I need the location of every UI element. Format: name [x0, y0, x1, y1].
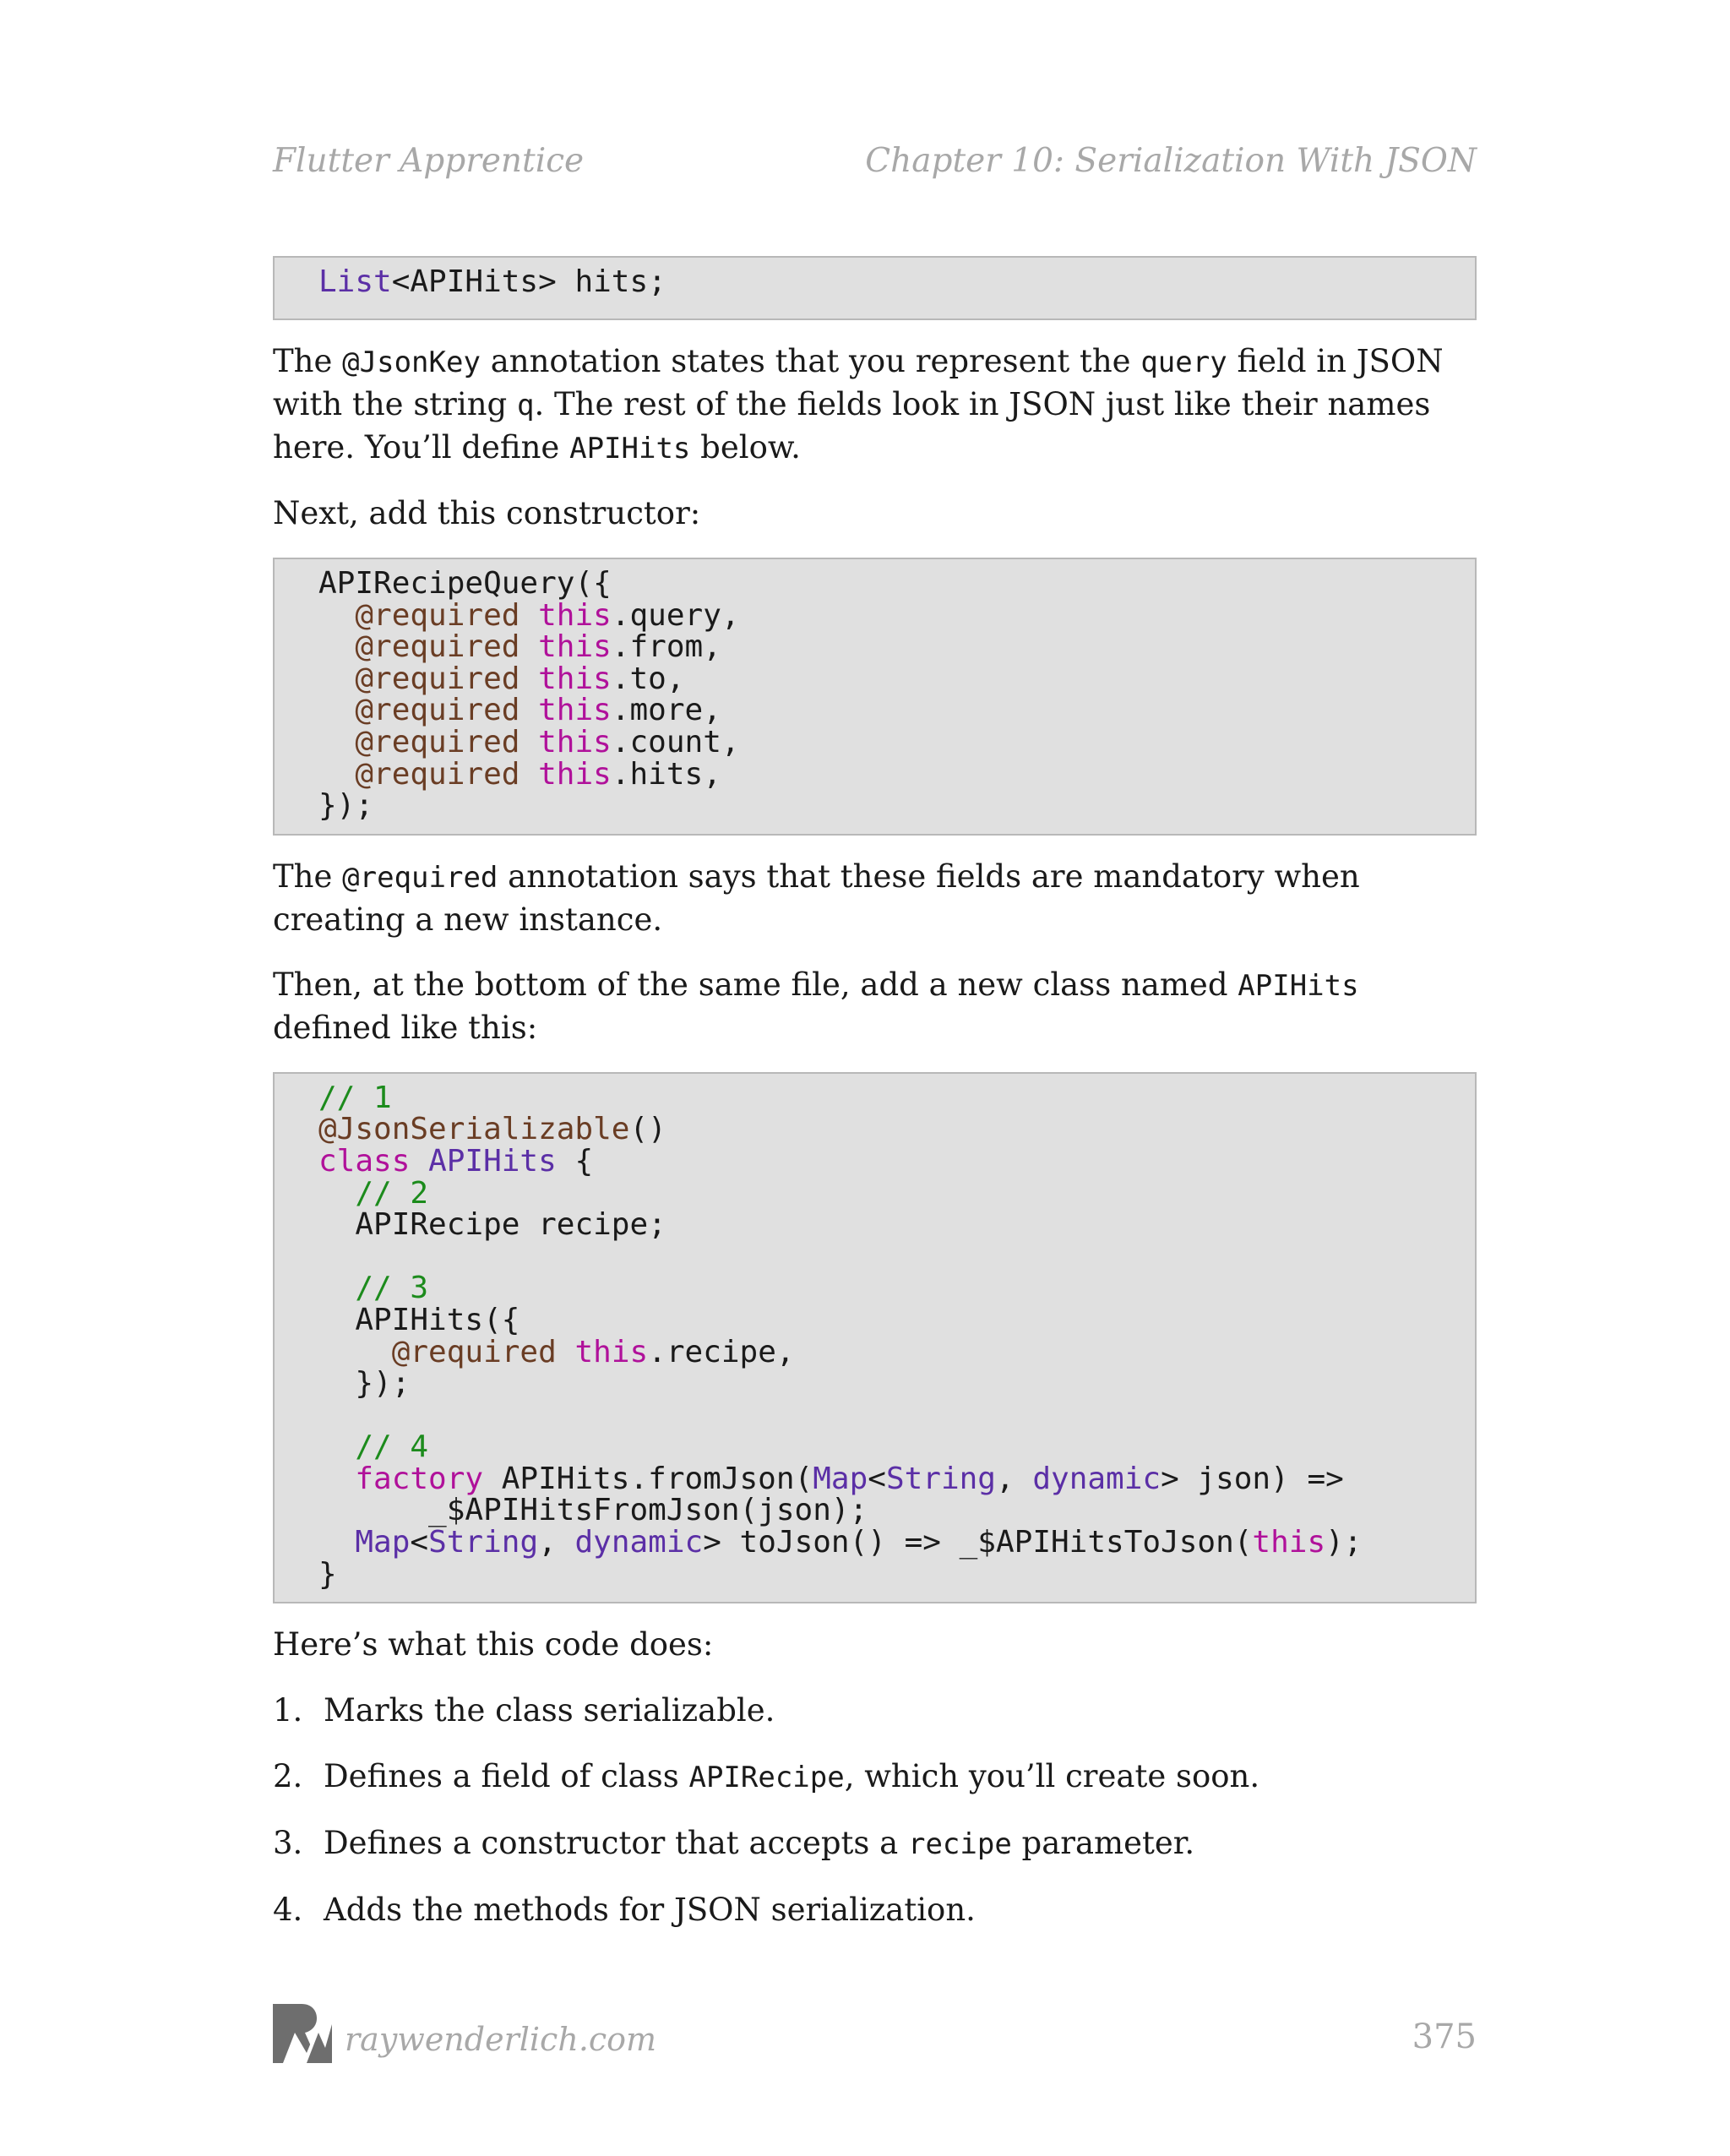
code-token-type: String	[885, 1461, 996, 1496]
code-line	[318, 1494, 1431, 1527]
code-token-text: .more,	[611, 693, 721, 728]
code-token-annotation: @required	[391, 1334, 557, 1369]
code-token-keyword: this	[538, 597, 612, 633]
list-number: 3.	[273, 1825, 303, 1862]
code-block-constructor	[273, 558, 1477, 836]
code-line: APIRecipeQuery({	[318, 566, 612, 601]
paragraph-jsonkey	[273, 340, 1477, 470]
list-item	[273, 1756, 1477, 1799]
text-run: Marks the class serializable.	[324, 1692, 775, 1729]
page-number: 375	[1412, 2017, 1477, 2056]
chapter-title: Chapter 10: Serialization With JSON	[865, 142, 1477, 180]
code-indent	[318, 598, 355, 633]
code-token-annotation: @required	[355, 756, 520, 792]
inline-code: query	[1140, 346, 1227, 379]
code-indent	[318, 662, 355, 696]
code-token-type: String	[428, 1525, 539, 1560]
text-run: Defines a constructor that accepts a	[324, 1825, 908, 1862]
code-token-keyword: this	[538, 629, 612, 665]
code-line	[318, 1463, 1431, 1495]
code-token-keyword: this	[574, 1334, 649, 1369]
code-token-keyword: factory	[355, 1461, 484, 1496]
code-token-text: > json) =>	[1161, 1461, 1344, 1496]
code-token-annotation: @required	[355, 724, 520, 760]
code-token-annotation: @required	[355, 629, 520, 665]
text-run: Adds the methods for JSON serialization.	[324, 1892, 976, 1929]
steps-list	[273, 1690, 1477, 1931]
list-number: 2.	[273, 1758, 303, 1795]
code-token-type: dynamic	[574, 1525, 704, 1560]
code-token-text: .from,	[611, 629, 721, 665]
list-item	[273, 1889, 1477, 1931]
inline-code: APIRecipe	[688, 1761, 845, 1795]
code-line	[318, 1334, 1431, 1369]
text-run: , which you’ll create soon.	[844, 1758, 1260, 1795]
code-line-blank	[318, 1400, 1431, 1432]
code-token-text: > toJson() => _$APIHitsToJson(	[703, 1525, 1253, 1560]
list-number: 4.	[273, 1892, 303, 1929]
footer-site-name: raywenderlich.com	[345, 2021, 657, 2058]
code-token-type: dynamic	[1032, 1461, 1161, 1496]
code-token-keyword: this	[538, 661, 612, 696]
code-token-type: APIHits	[428, 1143, 557, 1179]
code-token-comment: // 3	[355, 1271, 429, 1306]
code-token-text: ,	[538, 1525, 575, 1560]
code-token-keyword: this	[1252, 1525, 1326, 1560]
code-token-text: }	[318, 1556, 337, 1592]
book-title: Flutter Apprentice	[273, 142, 585, 180]
code-token-text: APIHits({	[355, 1302, 520, 1337]
text-run: defined like this:	[273, 1009, 538, 1046]
page-header	[273, 142, 1477, 184]
code-token-text: .count,	[611, 724, 740, 760]
code-token-text: .hits,	[611, 756, 721, 792]
code-token-text: APIHits.fromJson(	[483, 1461, 813, 1496]
inline-code: q	[516, 389, 535, 422]
text-run: The	[273, 858, 343, 895]
inline-code: @required	[342, 860, 498, 895]
inline-code: recipe	[907, 1827, 1012, 1862]
code-token-annotation: @JsonSerializable	[318, 1112, 630, 1147]
code-line	[318, 1304, 1431, 1337]
code-token-text: .to,	[611, 661, 685, 696]
code-line	[318, 631, 1431, 663]
code-line	[318, 663, 1431, 695]
code-line-blank	[318, 1241, 1431, 1273]
code-token-text: .recipe,	[648, 1334, 795, 1369]
code-indent	[318, 725, 355, 760]
code-token-keyword: this	[538, 724, 612, 760]
text-run: . The rest of the fields look in JSON just like their names here. You’ll define	[273, 386, 1431, 466]
code-token-text: ()	[629, 1112, 666, 1147]
paragraph-then-class	[273, 964, 1477, 1049]
code-line	[318, 1368, 1431, 1400]
code-line	[318, 1527, 1431, 1559]
code-line	[318, 1556, 1431, 1592]
code-line	[318, 724, 1431, 760]
code-line	[318, 1431, 1431, 1463]
code-token-text: {	[556, 1143, 594, 1179]
inline-code: APIHits	[569, 432, 691, 466]
text-run: The	[273, 343, 343, 379]
inline-code: APIHits	[1238, 968, 1359, 1003]
code-line	[318, 1209, 1431, 1241]
code-token-annotation: @required	[355, 693, 520, 728]
list-item	[273, 1690, 1477, 1732]
code-line	[318, 1113, 1431, 1146]
code-line	[318, 597, 1431, 633]
code-line	[318, 1175, 1431, 1211]
code-line	[318, 1082, 1431, 1114]
text-run: Then, at the bottom of the same file, add a new class named	[273, 966, 1238, 1003]
code-block-apihits-class	[273, 1072, 1477, 1604]
code-token-text: });	[355, 1366, 411, 1402]
code-token-type: Map	[355, 1525, 411, 1560]
list-item	[273, 1822, 1477, 1865]
paragraph-required	[273, 856, 1477, 941]
code-token-text: <	[868, 1461, 886, 1496]
page-content	[273, 256, 1477, 1955]
code-block-hits-field	[273, 256, 1477, 320]
code-token-text: APIRecipe recipe;	[355, 1207, 666, 1243]
code-token-text: );	[1325, 1525, 1363, 1560]
code-token-annotation: @required	[355, 661, 520, 696]
code-token-text: .query,	[611, 597, 740, 633]
code-indent	[318, 693, 355, 727]
code-line: });	[318, 788, 374, 824]
code-token-comment: // 1	[318, 1080, 392, 1115]
code-token-keyword: this	[538, 693, 612, 728]
code-line	[318, 1143, 1431, 1179]
code-token-text: <APIHits> hits;	[391, 264, 666, 299]
code-token-comment: // 2	[355, 1175, 429, 1211]
text-run: parameter.	[1011, 1825, 1195, 1862]
code-indent	[318, 629, 355, 664]
text-run: annotation says that these fields are mandatory when creating a new instance.	[273, 858, 1360, 938]
code-token-type: Map	[813, 1461, 868, 1496]
code-token-text: ,	[995, 1461, 1033, 1496]
code-line	[318, 1272, 1431, 1304]
text-run: field in JSON with the string	[273, 343, 1444, 422]
code-token-keyword: class	[318, 1143, 411, 1179]
code-line	[318, 756, 1431, 792]
inline-code: @JsonKey	[342, 346, 481, 379]
code-token-text: <	[410, 1525, 429, 1560]
code-token-annotation: @required	[355, 597, 520, 633]
paragraph-next-constructor: Next, add this constructor:	[273, 495, 701, 531]
list-number: 1.	[273, 1692, 303, 1729]
code-indent	[318, 757, 355, 792]
code-token-keyword: this	[538, 756, 612, 792]
code-token-type: List	[318, 264, 392, 299]
raywenderlich-logo-icon	[273, 2004, 332, 2063]
code-token-comment: // 4	[355, 1429, 429, 1465]
text-run: Defines a field of class	[324, 1758, 689, 1795]
code-line	[318, 694, 1431, 727]
code-token-text: _$APIHitsFromJson(json);	[428, 1493, 868, 1528]
text-run: below.	[690, 429, 801, 466]
text-run: annotation states that you represent the	[480, 343, 1141, 379]
paragraph-heres-what: Here’s what this code does:	[273, 1626, 714, 1663]
